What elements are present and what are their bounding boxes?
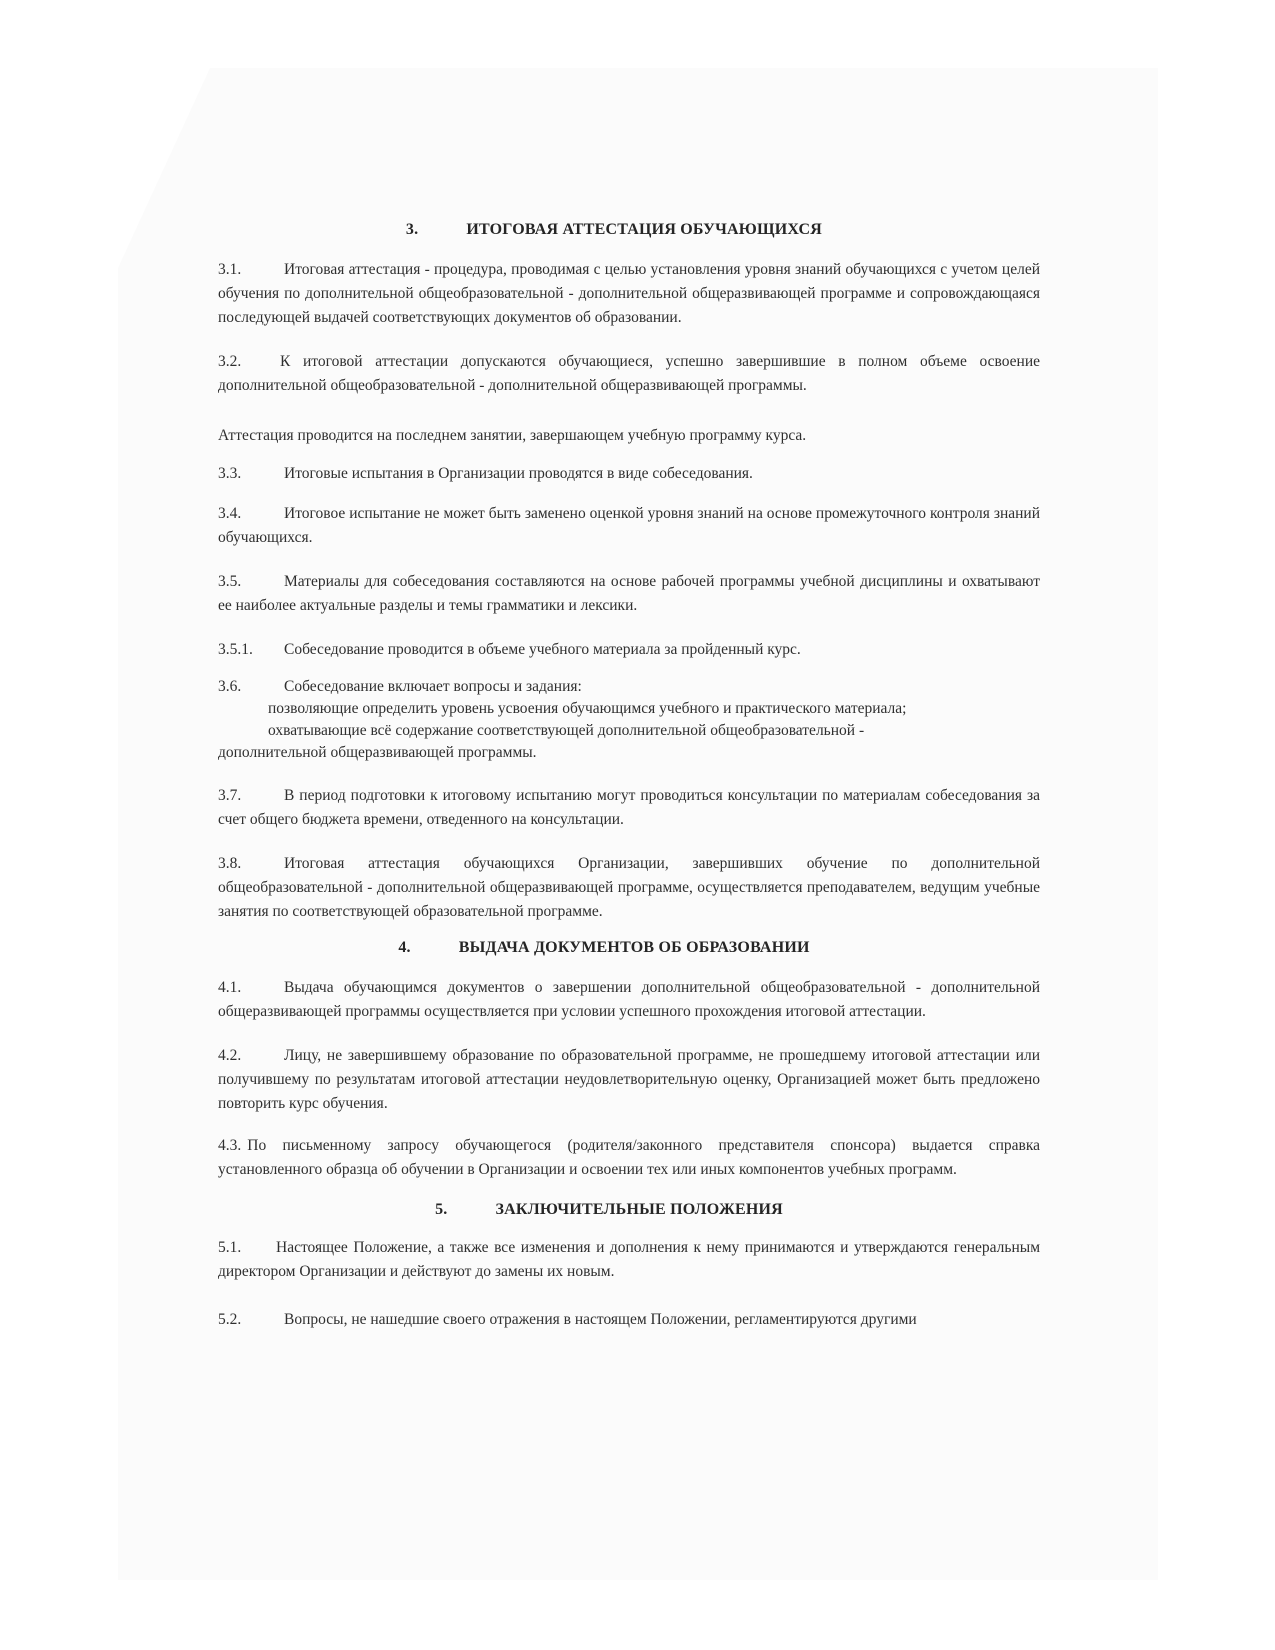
paragraph-3-1 [218, 258, 1040, 330]
list-item: охватывающие всё содержание соответствующей дополнительной общеобразовательной - [268, 722, 865, 739]
paragraph-number: 3.5. [218, 573, 242, 590]
paragraph-number: 3.4. [218, 505, 242, 522]
paragraph-number: 3.8. [218, 855, 242, 872]
paragraph-text: Материалы для собеседования составляются на основе рабочей программы учебной дисциплины и охватывают ее наиболее актуальные разделы и темы грамматики и лексики. [218, 573, 1040, 614]
section-3-heading [218, 218, 1040, 242]
section-5-heading [218, 1198, 1040, 1222]
list-item: позволяющие определить уровень усвоения обучающимся учебного и практического материала; [268, 700, 907, 717]
section-number: 3. [405, 221, 419, 238]
paragraph-3-7 [218, 784, 1040, 832]
paragraph-3-5-1 [218, 638, 1040, 662]
section-title: ВЫДАЧА ДОКУМЕНТОВ ОБ ОБРАЗОВАНИИ [458, 939, 810, 956]
list-item-continuation: дополнительной общеразвивающей программы. [218, 744, 537, 761]
paragraph-text: Вопросы, не нашедшие своего отражения в настоящем Положении, регламентируются другими [284, 1311, 917, 1328]
paragraph-text: Собеседование проводится в объеме учебного материала за пройденный курс. [284, 641, 801, 658]
paragraph-text: В период подготовки к итоговому испытанию могут проводиться консультации по материалам собеседования за счет общего бюджета времени, отведенного на консультации. [218, 787, 1040, 828]
paragraph-3-4 [218, 502, 1040, 550]
paragraph-4-3 [218, 1134, 1040, 1182]
paragraph-number: 5.2. [218, 1311, 242, 1328]
paragraph-5-1 [218, 1236, 1040, 1284]
paragraph-3-6 [218, 676, 1040, 764]
paragraph-number: 3.2. [218, 353, 242, 370]
paragraph-number: 3.6. [218, 678, 242, 695]
paragraph-number: 3.3. [218, 465, 242, 482]
paragraph-text: Настоящее Положение, а также все изменения и дополнения к нему принимаются и утверждаются генеральным директором Организации и действуют до замены их новым. [218, 1239, 1040, 1280]
section-number: 4. [398, 939, 411, 956]
paragraph-4-2 [218, 1044, 1040, 1116]
paragraph-3-2 [218, 350, 1040, 398]
paragraph-number: 4.3. [218, 1137, 242, 1154]
paragraph-number: 3.1. [218, 261, 242, 278]
section-title: ИТОГОВАЯ АТТЕСТАЦИЯ ОБУЧАЮЩИХСЯ [466, 221, 823, 238]
paragraph-text: Аттестация проводится на последнем занятии, завершающем учебную программу курса. [218, 427, 807, 444]
paragraph-number: 5.1. [218, 1239, 242, 1256]
section-title: ЗАКЛЮЧИТЕЛЬНЫЕ ПОЛОЖЕНИЯ [495, 1201, 783, 1218]
paragraph-number: 4.2. [218, 1047, 242, 1064]
scan-background [0, 0, 120, 1650]
section-number: 5. [435, 1201, 448, 1218]
section-4-heading [218, 936, 1040, 960]
paragraph-5-2 [218, 1308, 1040, 1332]
paragraph-3-5 [218, 570, 1040, 618]
paragraph-text: Итоговая аттестация обучающихся Организации, завершивших обучение по дополнительной общеобразовательной - дополнительной общеразвивающей программе, осуществляется преподавателем, ведущим учебные занятия по соответствующей образовательной программе. [218, 855, 1040, 920]
paragraph-text: По письменному запросу обучающегося (родителя/законного представителя спонсора) выдается справка установленного образца об обучении в Организации и освоении тех или иных компонентов учебных программ. [218, 1137, 1040, 1178]
paragraph-text: Итоговая аттестация - процедура, проводимая с целью установления уровня знаний обучающихся с учетом целей обучения по дополнительной общеобразовательной - дополнительной общеразвивающей программе и сопровождающаяся последующей выдачей соответствующих документов об образовании. [218, 261, 1040, 326]
paragraph-text: К итоговой аттестации допускаются обучающиеся, успешно завершившие в полном объеме освоение дополнительной общеобразовательной - дополнительной общеразвивающей программы. [218, 353, 1040, 394]
paragraph-number: 4.1. [218, 979, 242, 996]
paragraph-text: Выдача обучающимся документов о завершении дополнительной общеобразовательной - дополнительной общеразвивающей программы осуществляется при условии успешного прохождения итоговой аттестации. [218, 979, 1040, 1020]
paragraph-number: 3.5.1. [218, 641, 253, 658]
paragraph-4-1 [218, 976, 1040, 1024]
document-content [218, 218, 1040, 1332]
paragraph-3-3 [218, 462, 1040, 486]
paragraph-3-6-intro [218, 676, 1040, 698]
paragraph-text: Итоговое испытание не может быть заменено оценкой уровня знаний на основе промежуточного контроля знаний обучающихся. [218, 505, 1040, 546]
paragraph-text: Итоговые испытания в Организации проводятся в виде собеседования. [284, 465, 753, 482]
paragraph-text: Лицу, не завершившему образование по образовательной программе, не прошедшему итоговой аттестации или получившему по результатам итоговой аттестации неудовлетворительную оценку, Организацией может быть предложено повторить курс обучения. [218, 1047, 1040, 1112]
paragraph-text: Собеседование включает вопросы и задания: [284, 678, 582, 695]
paragraph-3-8 [218, 852, 1040, 924]
paragraph-number: 3.7. [218, 787, 242, 804]
paragraph-3-2-note [218, 424, 1040, 448]
